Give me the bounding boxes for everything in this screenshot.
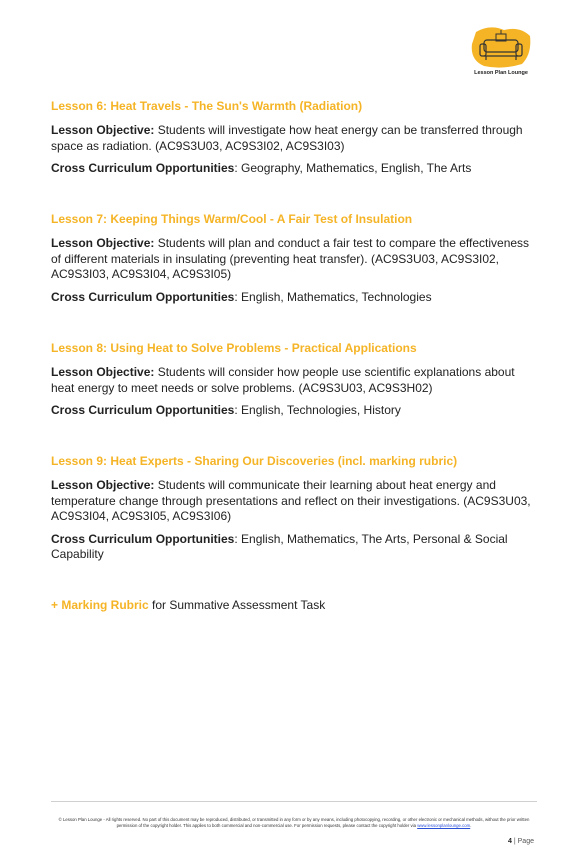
page-number-value: 4 [508, 838, 512, 845]
cross-label: Cross Curriculum Opportunities [51, 403, 235, 417]
page-label: Page [517, 838, 534, 845]
objective-text: Students will plan and conduct a fair test to compare the effectiveness of different materials in insulating (preventing heat transfer). (AC9S3U03, AC9S3I02, AC9S3I03, AC9S3I04, AC9S3I05) [51, 236, 530, 281]
cross-curriculum [51, 532, 541, 563]
page-sep: | [511, 838, 518, 845]
objective-text: Students will communicate their learning about heat energy and temperature change through presentations and reflect on their investigations. (AC9S3U03, AC9S3I04, AC9S3I05, AC9S3I06) [51, 478, 531, 523]
lesson-objective [51, 365, 541, 396]
lesson-9-section [51, 453, 541, 563]
objective-text: Students will consider how people use scientific explanations about heat energy to meet needs or solve problems. (AC9S3U03, AC9S3H02) [51, 365, 515, 395]
lesson-title: Lesson 8: Using Heat to Solve Problems - Practical Applications [51, 341, 417, 355]
cross-curriculum [51, 290, 541, 306]
copyright-text: © Lesson Plan Lounge - All rights reserved. No part of this document may be reproduced, distributed, or transmitted in any form or by any means, including photocopying, recording, or other electronic or mechanical methods, without the prior written permission of the copyright holder. This applies to both commercial and non-commercial use. For permission requests, please contact the copyright holder via [58, 817, 530, 828]
lesson-8-section [51, 340, 541, 419]
logo-text: Lesson Plan Lounge [474, 70, 528, 76]
lesson-title: Lesson 6: Heat Travels - The Sun's Warmth (Radiation) [51, 99, 363, 113]
lesson-6-section [51, 98, 541, 177]
cross-text: : English, Technologies, History [234, 403, 401, 417]
website-link[interactable]: www.lessonplanlounge.com [417, 823, 471, 828]
page-number [508, 838, 534, 845]
link-suffix: . [470, 823, 472, 828]
objective-label: Lesson Objective: [51, 365, 155, 379]
cross-text: : English, Mathematics, Technologies [234, 289, 432, 304]
lesson-objective [51, 123, 541, 154]
lesson-7-section [51, 211, 541, 305]
cross-curriculum [51, 161, 541, 177]
marking-rubric-line [51, 597, 325, 613]
cross-text: : English, Mathematics, The Arts, Personal & Social Capability [51, 531, 508, 561]
objective-label: Lesson Objective: [51, 236, 155, 250]
objective-label: Lesson Objective: [51, 478, 155, 492]
cross-text: : Geography, Mathematics, English, The Arts [234, 161, 472, 175]
cross-label: Cross Curriculum Opportunities [51, 289, 235, 304]
lesson-objective [51, 478, 541, 525]
cross-label: Cross Curriculum Opportunities [51, 531, 235, 546]
cross-label: Cross Curriculum Opportunities [51, 161, 235, 175]
footer-divider [51, 801, 537, 802]
lesson-title: Lesson 7: Keeping Things Warm/Cool - A Fair Test of Insulation [51, 212, 413, 226]
lounge-sofa-icon [470, 26, 532, 68]
copyright-notice [51, 817, 537, 829]
cross-curriculum [51, 403, 541, 419]
rubric-suffix: for Summative Assessment Task [148, 598, 326, 612]
marking-rubric-link[interactable]: + Marking Rubric [51, 598, 149, 612]
lesson-plan-lounge-logo [466, 26, 536, 82]
lesson-title: Lesson 9: Heat Experts - Sharing Our Discoveries (incl. marking rubric) [51, 454, 458, 468]
objective-text: Students will investigate how heat energy can be transferred through space as radiation. (AC9S3U03, AC9S3I02, AC9S3I03) [51, 123, 523, 153]
lesson-objective [51, 236, 541, 283]
objective-label: Lesson Objective: [51, 123, 155, 137]
